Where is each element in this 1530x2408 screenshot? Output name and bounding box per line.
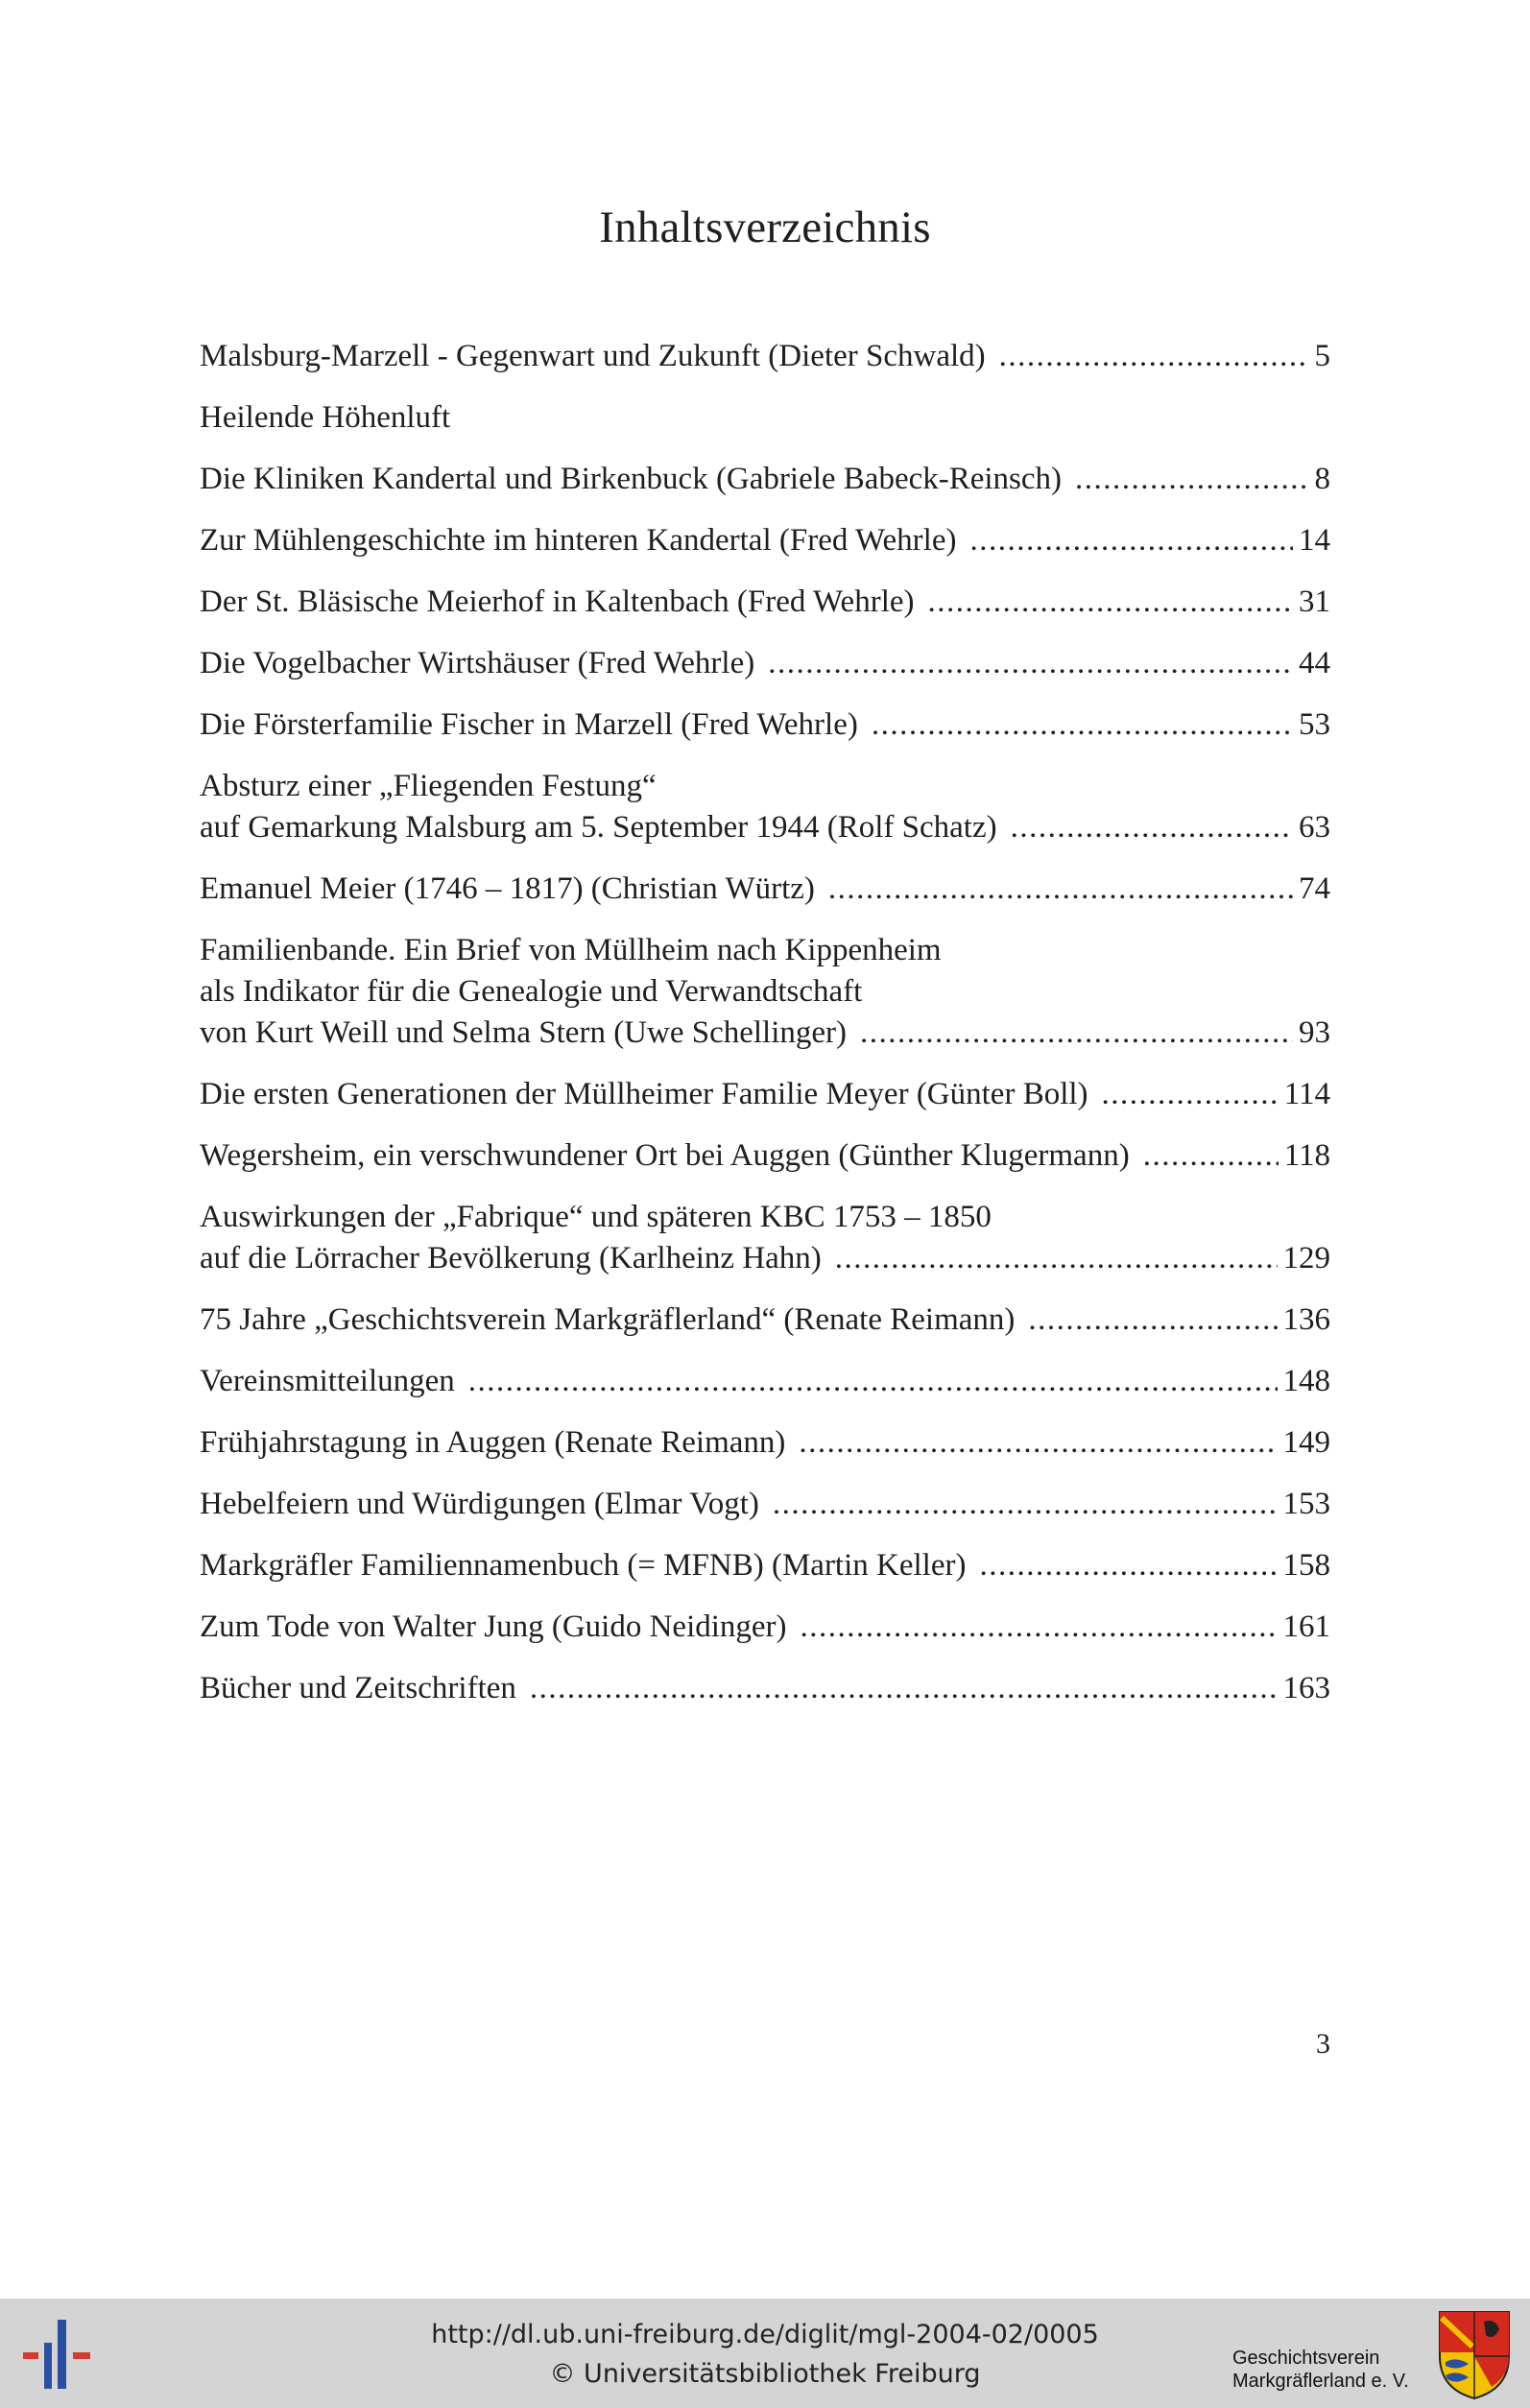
toc-entry-row: [200, 643, 1330, 684]
table-of-contents: [200, 336, 1330, 1729]
toc-entry-page: 63: [1299, 810, 1330, 845]
toc-entry-title-line: Markgräfler Familiennamenbuch (= MFNB) (Martin Keller): [200, 1548, 967, 1583]
footer-copyright: © Universitätsbibliothek Freiburg: [549, 2359, 981, 2389]
toc-entry-page: 118: [1283, 1138, 1330, 1173]
toc-entry-row: [200, 1422, 1330, 1464]
toc-entry-page: 158: [1282, 1548, 1330, 1583]
society-name-line1: Geschichtsverein: [1232, 2348, 1380, 2369]
toc-entry-row: [200, 1013, 1330, 1054]
toc-entry[interactable]: [200, 704, 1330, 746]
toc-entry-title-line: Die Kliniken Kandertal und Birkenbuck (Gabriele Babeck-Reinsch): [200, 462, 1063, 496]
dot-leader: [801, 1607, 1278, 1648]
toc-entry-title-line: Vereinsmitteilungen: [200, 1364, 455, 1398]
toc-entry-row: [200, 704, 1330, 746]
toc-entry-title-line: als Indikator für die Genealogie und Verwandtschaft: [200, 974, 863, 1009]
toc-entry-row: [200, 459, 1330, 500]
toc-entry-page: 53: [1299, 707, 1330, 742]
dot-leader: [799, 1422, 1277, 1464]
toc-entry-title-line: Die Försterfamilie Fischer in Marzell (Fred Wehrle): [200, 707, 858, 742]
toc-entry-row: [200, 1361, 1330, 1402]
toc-entry[interactable]: [200, 1422, 1330, 1464]
toc-entry[interactable]: [200, 643, 1330, 684]
toc-entry[interactable]: [200, 869, 1330, 910]
toc-entry[interactable]: [200, 1361, 1330, 1402]
dot-leader: [768, 643, 1293, 684]
toc-entry-row: [200, 1484, 1330, 1525]
toc-entry-row: [200, 520, 1330, 561]
toc-entry-page: 5: [1314, 339, 1330, 373]
dot-leader: [773, 1484, 1278, 1525]
dot-leader: [969, 520, 1293, 561]
toc-entry-title-line: auf Gemarkung Malsburg am 5. September 1944 (Rolf Schatz): [200, 810, 997, 845]
toc-entry-page: 74: [1299, 871, 1330, 906]
toc-entry[interactable]: [200, 582, 1330, 623]
toc-entry[interactable]: [200, 459, 1330, 500]
toc-entry[interactable]: [200, 1299, 1330, 1341]
toc-entry[interactable]: [200, 397, 1330, 439]
page-title: Inhaltsverzeichnis: [599, 203, 931, 252]
toc-entry[interactable]: [200, 1074, 1330, 1115]
toc-entry-row: [200, 1074, 1330, 1115]
toc-entry-row: [200, 336, 1330, 377]
dot-leader: [530, 1668, 1278, 1709]
toc-entry-row: [200, 1299, 1330, 1341]
dot-leader: [979, 1545, 1277, 1586]
toc-entry-title-line: Malsburg-Marzell - Gegenwart und Zukunft (Dieter Schwald): [200, 339, 986, 373]
toc-entry-title-line: Auswirkungen der „Fabrique“ und späteren KBC 1753 – 1850: [200, 1200, 992, 1234]
toc-entry-page: 148: [1282, 1364, 1330, 1398]
footer-url-link[interactable]: http://dl.ub.uni-freiburg.de/diglit/mgl-2004-02/0005: [431, 2320, 1099, 2349]
toc-entry-page: 153: [1282, 1487, 1330, 1521]
toc-entry[interactable]: [200, 1484, 1330, 1525]
dot-leader: [1075, 459, 1308, 500]
toc-entry-title-line: Zum Tode von Walter Jung (Guido Neidinger): [200, 1609, 787, 1644]
toc-entry[interactable]: [200, 336, 1330, 377]
toc-entry-title-line: auf die Lörracher Bevölkerung (Karlheinz Hahn): [200, 1241, 822, 1276]
toc-entry-row: [200, 1545, 1330, 1586]
dot-leader: [872, 704, 1293, 746]
dot-leader: [1102, 1074, 1279, 1115]
coat-of-arms-icon: [1436, 2308, 1513, 2400]
toc-entry-title-line: Familienbande. Ein Brief von Müllheim nach Kippenheim: [200, 933, 942, 967]
society-name: [1232, 2347, 1424, 2393]
toc-entry-page: 161: [1282, 1609, 1330, 1644]
toc-entry-page: 114: [1283, 1077, 1330, 1111]
toc-entry-row: [200, 1607, 1330, 1648]
toc-entry[interactable]: [200, 1197, 1330, 1279]
dot-leader: [1143, 1135, 1279, 1177]
toc-entry-page: 31: [1299, 584, 1330, 619]
dot-leader: [1011, 807, 1293, 848]
toc-entry[interactable]: [200, 520, 1330, 561]
toc-entry-row: [200, 1238, 1330, 1279]
dot-leader: [468, 1361, 1278, 1402]
toc-entry-page: 149: [1282, 1425, 1330, 1460]
toc-entry[interactable]: [200, 1668, 1330, 1709]
toc-entry-title-line: Heilende Höhenluft: [200, 400, 451, 435]
toc-entry[interactable]: [200, 766, 1330, 848]
toc-entry-title-line: von Kurt Weill und Selma Stern (Uwe Schellinger): [200, 1015, 848, 1050]
toc-entry-page: 163: [1282, 1671, 1330, 1705]
toc-entry-title-line: Absturz einer „Fliegenden Festung“: [200, 769, 657, 803]
dot-leader: [828, 869, 1293, 910]
toc-entry-title-line: Der St. Bläsische Meierhof in Kaltenbach (Fred Wehrle): [200, 584, 915, 619]
toc-entry-title-line: Bücher und Zeitschriften: [200, 1671, 516, 1705]
toc-entry-page: 8: [1314, 462, 1330, 496]
toc-entry-title-line: Frühjahrstagung in Auggen (Renate Reimann): [200, 1425, 786, 1460]
toc-entry[interactable]: [200, 930, 1330, 1054]
dot-leader: [999, 336, 1309, 377]
toc-entry-title-line: Zur Mühlengeschichte im hinteren Kandertal (Fred Wehrle): [200, 523, 957, 558]
toc-entry-title-line: 75 Jahre „Geschichtsverein Markgräflerland“ (Renate Reimann): [200, 1302, 1016, 1337]
toc-entry-title-line: Emanuel Meier (1746 – 1817) (Christian Würtz): [200, 871, 815, 906]
toc-entry[interactable]: [200, 1607, 1330, 1648]
toc-entry-row: [200, 582, 1330, 623]
dot-leader: [1028, 1299, 1277, 1341]
toc-entry-page: 136: [1282, 1302, 1330, 1337]
footer-bar: [0, 2299, 1530, 2408]
toc-entry-row: [200, 1668, 1330, 1709]
dot-leader: [928, 582, 1294, 623]
toc-entry[interactable]: [200, 1135, 1330, 1177]
toc-entry-page: 93: [1299, 1015, 1330, 1050]
toc-entry-row: [200, 807, 1330, 848]
toc-entry-row: [200, 1135, 1330, 1177]
toc-entry-title-line: Die ersten Generationen der Müllheimer Familie Meyer (Günter Boll): [200, 1077, 1088, 1111]
toc-entry-page: 129: [1282, 1241, 1330, 1276]
toc-entry-page: 44: [1299, 646, 1330, 680]
dot-leader: [835, 1238, 1278, 1279]
toc-entry-page: 14: [1299, 523, 1330, 558]
dot-leader: [860, 1013, 1293, 1054]
toc-entry-title-line: Hebelfeiern und Würdigungen (Elmar Vogt): [200, 1487, 759, 1521]
toc-entry-title-line: Die Vogelbacher Wirtshäuser (Fred Wehrle): [200, 646, 755, 680]
toc-entry[interactable]: [200, 1545, 1330, 1586]
page-number: 3: [1316, 2028, 1330, 2060]
society-name-line2: Markgräflerland e. V.: [1232, 2371, 1409, 2392]
toc-entry-title-line: Wegersheim, ein verschwundener Ort bei Auggen (Günther Klugermann): [200, 1138, 1130, 1173]
toc-entry-row: [200, 869, 1330, 910]
